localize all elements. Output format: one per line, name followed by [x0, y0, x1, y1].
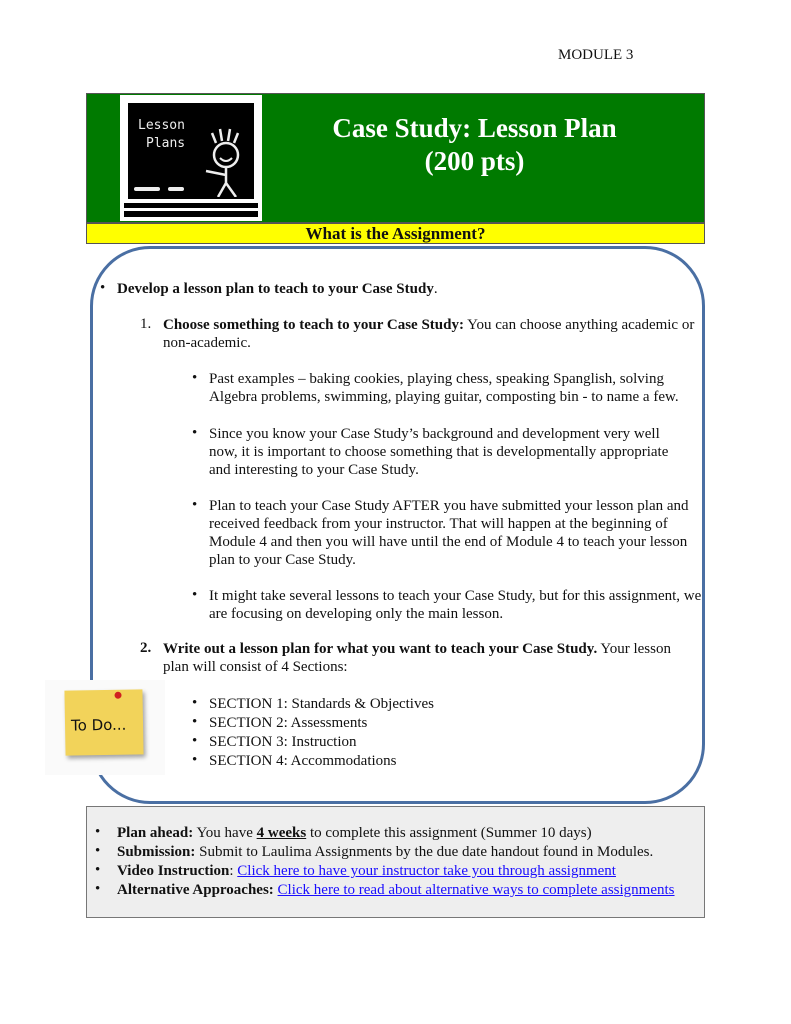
bullet [100, 280, 112, 297]
list-item: Plan to teach your Case Study AFTER you have submitted your lesson plan and received feedback from your instructor. That will happen at the beginning of Module 4 and then you will have until the end of Module 4 to teach your lesson plan to your Case Study. [209, 498, 689, 568]
list-item: It might take several lessons to teach your Case Study, but for this assignment, we are focusing on developing only the main lesson. [209, 588, 702, 622]
title-line: (200 pts) [424, 146, 525, 176]
list-number: 2. [140, 640, 152, 656]
bullet [95, 862, 107, 879]
bullet [192, 695, 204, 712]
list-item: Since you know your Case Study’s background and development very well now, it is important to choose something that is developmentally appropriate and interesting to your Case Study. [209, 426, 669, 478]
bullet [95, 824, 107, 841]
page-title [262, 112, 687, 178]
plan-ahead: Plan ahead: You have 4 weeks to complete this assignment (Summer 10 days) [117, 825, 592, 841]
section-heading: What is the Assignment? [86, 223, 705, 244]
bullet [95, 881, 107, 898]
section-item: SECTION 2: Assessments [209, 715, 368, 731]
bullet [192, 425, 204, 442]
section-item: SECTION 3: Instruction [209, 734, 357, 750]
pin-icon [114, 692, 121, 699]
submission: Submission: Submit to Laulima Assignments by the due date handout found in Modules. [117, 844, 654, 860]
title-line: Case Study: Lesson Plan [332, 113, 617, 143]
video-instruction: Video Instruction: Click here to have your instructor take you through assignment [117, 863, 616, 879]
list-number: 1. [140, 316, 152, 332]
bullet [95, 843, 107, 860]
lesson-plans-logo [120, 95, 262, 221]
sticky-note-text: To Do... [70, 715, 127, 735]
bullet [192, 587, 204, 604]
bullet [192, 752, 204, 769]
section-item: SECTION 1: Standards & Objectives [209, 696, 434, 712]
alternative-approaches-link[interactable]: Click here to read about alternative ways to complete assignments [277, 882, 675, 898]
page-header: MODULE 3 [558, 47, 634, 63]
bullet [192, 714, 204, 731]
todo-sticky-note [45, 680, 165, 775]
bullet [192, 497, 204, 514]
section-item: SECTION 4: Accommodations [209, 753, 397, 769]
list-item: Past examples – baking cookies, playing chess, speaking Spanglish, solving Algebra problems, swimming, playing guitar, composting bin - to name a few. [209, 371, 679, 405]
logo-text: Lesson [138, 118, 185, 133]
bullet [192, 370, 204, 387]
main-instruction: Develop a lesson plan to teach to your Case Study. [117, 281, 438, 297]
logo-text: Plans [146, 136, 186, 151]
bullet [192, 733, 204, 750]
alternative-approaches: Alternative Approaches: Click here to read about alternative ways to complete assignments [117, 882, 675, 898]
video-instruction-link[interactable]: Click here to have your instructor take you through assignment [237, 863, 616, 879]
smiley-figure-icon [200, 125, 254, 197]
step-2: Write out a lesson plan for what you want to teach your Case Study. Your lesson plan will consist of 4 Sections: [163, 641, 671, 675]
step-1: Choose something to teach to your Case Study: You can choose anything academic or non-academic. [163, 317, 695, 351]
